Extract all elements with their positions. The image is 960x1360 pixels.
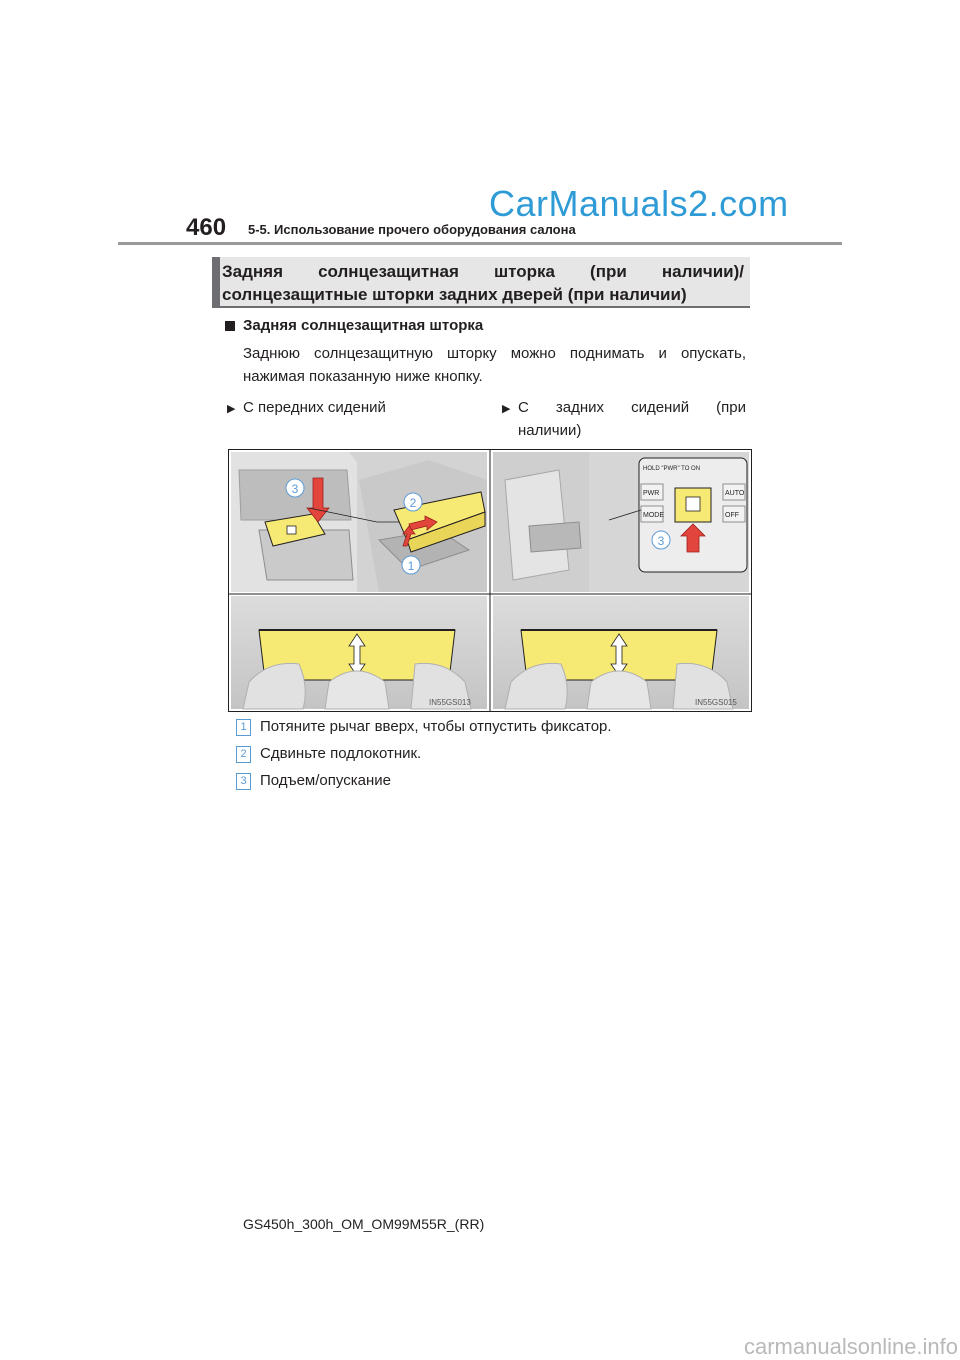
sunshade-illustration-svg [229,450,751,711]
label-rear-seats-line-2: наличии) [518,422,582,439]
subsection-title: Задняя солнцезащитная шторка [243,317,484,334]
step-3-number: 3 [236,773,251,790]
square-bullet-icon [225,321,235,331]
step-2-text: Сдвиньте подлокотник. [260,745,422,762]
panel-label-hold: HOLD "PWR" TO ON [643,466,701,472]
step-2-number: 2 [236,746,251,763]
panel-rear-console [493,452,749,592]
step-1-number: 1 [236,719,251,736]
figure-code-right: IN55GS015 [695,698,737,707]
page-heading-line-2: солнцезащитные шторки задних дверей (при наличии) [222,285,687,304]
section-title: 5-5. Использование прочего оборудования салона [248,222,576,237]
sunshade-illustration [228,449,752,712]
callout-3-right: 3 [657,534,665,548]
page-number: 460 [186,214,227,241]
page-heading-line-1: Задняя солнцезащитная шторка (при наличии)/ [222,262,744,281]
subsection-body: Заднюю солнцезащитную шторку можно поднимать и опускать, нажимая показанную ниже кнопку. [243,345,746,385]
panel-label-auto: AUTO [725,490,745,497]
figure-code-left: IN55GS013 [429,698,471,707]
triangle-right-icon: ▶ [227,403,236,415]
page-heading [222,260,744,306]
document-footer-code: GS450h_300h_OM_OM99M55R_(RR) [243,1216,485,1232]
panel-rear-shade-left [231,596,487,709]
panel-label-pwr: PWR [643,490,660,497]
callout-1-left: 1 [407,559,415,573]
panel-label-off: OFF [725,512,739,519]
panel-rear-shade-right [493,596,749,709]
triangle-right-icon: ▶ [502,403,511,415]
watermark-carmanualsonline: carmanualsonline.info [744,1334,959,1359]
step-3-text: Подъем/опускание [260,772,391,789]
label-front-seats: С передних сидений [243,399,386,416]
callout-2-left: 2 [409,496,417,510]
callout-3-left: 3 [291,482,299,496]
heading-underline [212,306,750,308]
panel-label-mode: MODE [643,512,664,519]
label-rear-seats-line-1: С задних сидений (при [518,399,746,416]
heading-accent-bar [212,257,220,306]
header-rule [118,242,842,245]
step-1-text: Потяните рычаг вверх, чтобы отпустить фиксатор. [260,718,612,735]
label-rear-seats [518,396,746,442]
panel-front-armrest [231,452,487,592]
watermark-carmanuals2: CarManuals2.com [489,183,789,224]
